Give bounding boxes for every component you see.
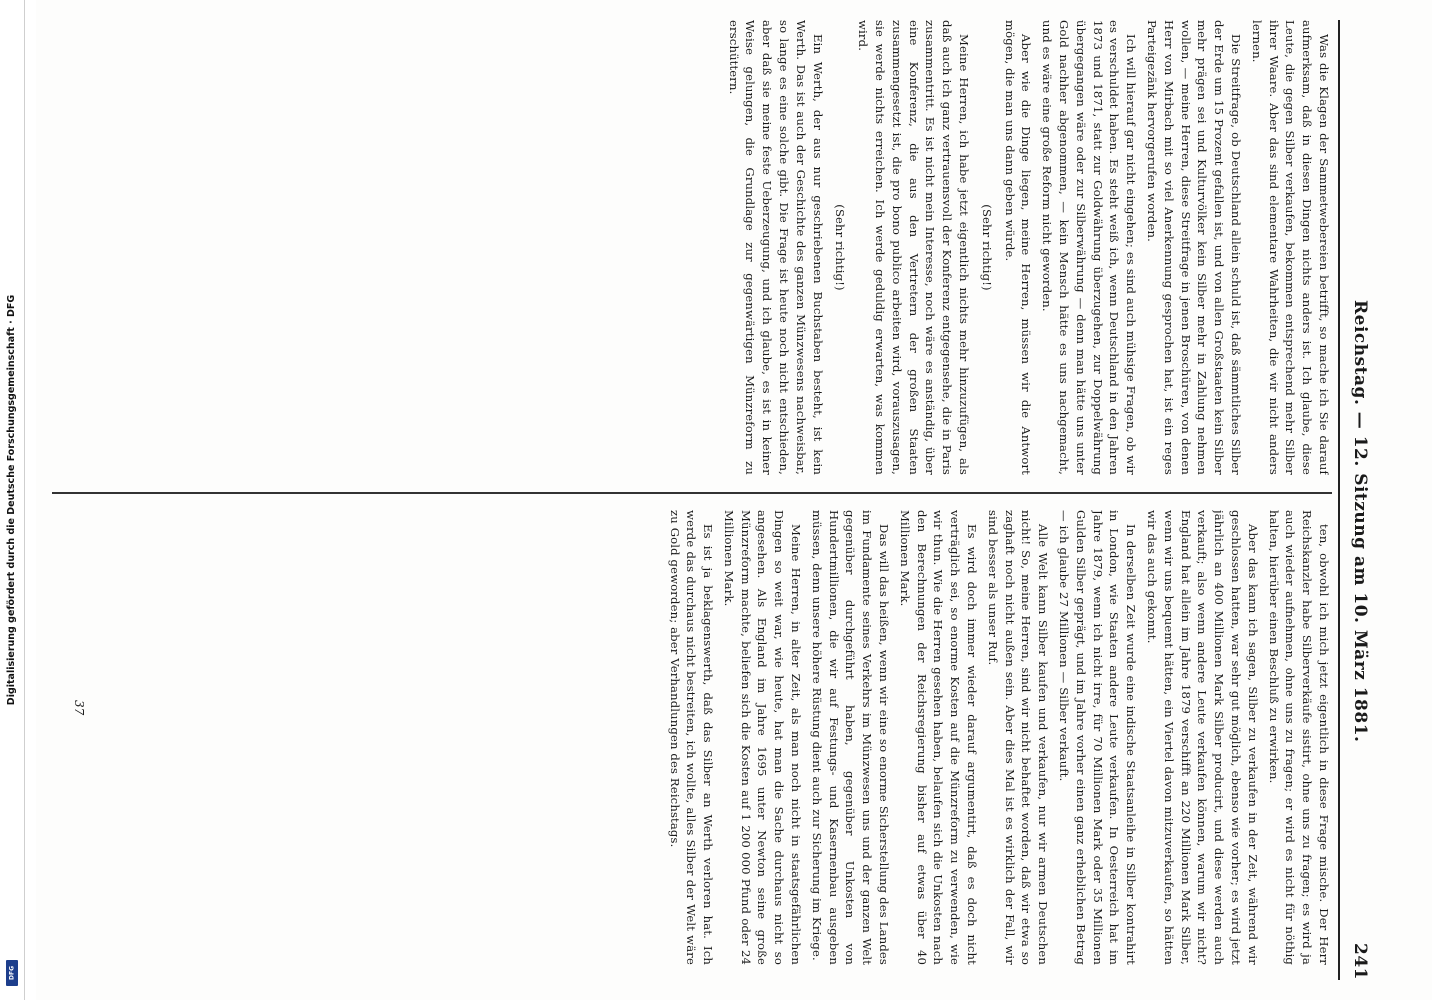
paragraph: Ein Werth, der aus nur geschriebenen Buchstaben besteht, ist kein Werth. Das ist auch der Geschichte des ganzen Münzwesens nachweisbar, so lange es eine solche gibt. Die Frage ist heute noch nicht entschieden, aber daß sie meine feste Ueberzeugung, und ich glaube, es ist in keiner Weise gelungen, die Grundlage zur gegenwärtigen Münzreform zu erschüttern. (726, 20, 825, 475)
paragraph: Es ist ja beklagenswerth, daß das Silber an Werth verloren hat. Ich werde das durchaus nicht bestreiten, ich wollte, alles Silber der Welt wäre zu Gold geworden; aber Verhandlungen des Reichstags. (667, 510, 716, 965)
running-head (1344, 20, 1376, 980)
signature-mark: 37 (72, 700, 86, 716)
column-left (66, 20, 1332, 475)
rotated-page-canvas (36, 0, 1376, 1000)
paragraph: Aber wie die Dinge liegen, meine Herren, müssen wir die Antwort mögen, die man uns dann geben würde. (1002, 20, 1034, 475)
binding-strip (0, 0, 25, 1000)
paragraph: Meine Herren, ich habe jetzt eigentlich nichts mehr hinzuzufügen, als daß auch ich ganz vertrauensvoll der Konferenz entgegensehe, die in Paris zusammentritt. Es ist nicht mein Interesse, noch wäre es anständig, über eine Konferenz, die aus den Vertretern der großen Staaten zusammengesetzt ist, die pro bono publico arbeiten wird, vorauszusagen, sie werde nichts erreichen. Ich werde geduldig erwarten, was kommen wird. (856, 20, 972, 475)
paragraph: In derselben Zeit wurde eine indische Staatsanleihe in Silber kontrahirt in London, wie Staaten andere Leute verkaufen. In Oesterreich hat im Jahre 1879, wenn ich nicht irre, für 70 Millionen Mark oder 35 Millionen Gulden Silber geprägt, und im Jahre vorher einen ganz erheblichen Betrag — ich glaube 27 Millionen — Silber verkauft. (1057, 510, 1139, 965)
paragraph: Aber das kann ich sagen, Silber zu verkaufen in der Zeit, während wir geschlossen hatten, war sehr gut möglich, ebenso wie vorher; es wird jetzt jährlich an 400 Millionen Mark Silber producirt, und diese werden auch verkauft; also wenn andere Leute verkaufen können, warum wir nicht? England hat allein im Jahre 1879 verschifft an 220 Millionen Mark Silber, wenn wir uns bequemt hätten, ein Viertel davon mitzuverkaufen, so hätten wir das auch gekonnt. (1145, 510, 1260, 965)
scanned-page (36, 0, 1432, 1000)
paragraph: Das will das heißen, wenn wir eine so enorme Sicherstellung des Landes im Fundamente seines Verkehrs im Münzwesen uns und der ganzen Welt gegenüber durchgeführt haben, gegenüber Unkosten von Hundertmillionen, die wir auf Festungs- und Kasernenbau ausgeben müssen, denn unsere höhere Rüstung dient auch zur Sicherung im Kriege. (809, 510, 892, 965)
applause-marker: (Sehr richtig!) (833, 204, 848, 291)
paragraph: Die Streitfrage, ob Deutschland allein schuld ist, daß sämmtliches Silber der Erde um 15 Prozent gefallen ist, und von allen Großstaaten kein Silber mehr prägen sei und Kulturvölker kein Silber mehr in Zahlung nehmen wollen, — meine Herren, diese Streitfrage in jenen Broschüren, von denen Herr von Mirbach mit so viel Anerkennung gesprochen hat, ist ein reges Parteigezänk hervorgerufen worden. (1145, 20, 1244, 475)
paragraph: Meine Herren, in alter Zeit, als man noch nicht in staatsgefährlichen Dingen so weit war, wie heute, hat man die Sache durchaus nicht so angesehen. Als England im Jahre 1695 unter Newton seine große Münzreform machte, beliefen sich die Kosten auf 1 200 000 Pfund oder 24 Millionen Mark. (721, 510, 804, 965)
column-right (66, 510, 1332, 965)
paragraph: Es wird doch immer wieder darauf argumentirt, daß es doch nicht verträglich sei, so enorme Kosten auf die Münzreform zu verwenden, wie wir thun. Wie die Herren gesehen haben, belaufen sich die Unkosten nach den Berechnungen der Reichsregierung bisher auf etwas über 40 Millionen Mark. (897, 510, 980, 965)
dfg-logo-icon: DFG (6, 960, 18, 986)
paragraph: ten, obwohl ich mich jetzt eigentlich in diese Frage mische. Der Herr Reichskanzler habe Silberverkäufe sistirt, ohne uns zu fragen; es wird ja auch wieder aufnehmen, ohne uns zu fragen; er wird es nicht für nöthig halten, hierüber einen Beschluß zu erwirken. (1266, 510, 1331, 965)
page-number: 241 (1350, 943, 1370, 980)
header-rule (1338, 20, 1340, 980)
paragraph: Was die Klagen der Sammetwebereien betrifft, so mache ich Sie darauf aufmerksam, daß in diesen Dingen nichts anders ist. Ich glaube, diese Leute, die gegen Silber verkaufen, bekommen entsprechend mehr Silber ihrer Waare. Aber das sind elementare Wahrheiten, die wir nicht anders lernen. (1249, 20, 1331, 475)
column-divider (52, 492, 1332, 494)
paragraph: Ich will hierauf gar nicht eingehen; es sind auch mühsige Fragen, ob wir es verschuldet haben. Es steht weiß ich, wenn Deutschland in den Jahren 1873 und 1871, statt zur Goldwährung überzugehen, zur Doppelwährung übergegangen wäre oder zur Silberwährung — denn man hätte uns unter Gold nachher abgenommen, — kein Mensch hätte es uns nachgemacht, und es wäre eine große Reform nicht geworden. (1040, 20, 1139, 475)
funding-credit: Digitalisierung gefördert durch die Deutsche Forschungsgemeinschaft · DFG (6, 294, 17, 706)
session-title: Reichstag. — 12. Sitzung am 10. März 1881. (1350, 300, 1370, 743)
paragraph: Alle Welt kann Silber kaufen und verkaufen, nur wir armen Deutschen nicht! So, meine Herren, sind wir nicht behaftet worden, daß wir etwa so zaghaft noch nicht außen sein. Aber dies Mal ist es wirklich der Fall, wir sind besser als unser Ruf. (985, 510, 1051, 965)
applause-marker: (Sehr richtig!) (979, 204, 994, 291)
